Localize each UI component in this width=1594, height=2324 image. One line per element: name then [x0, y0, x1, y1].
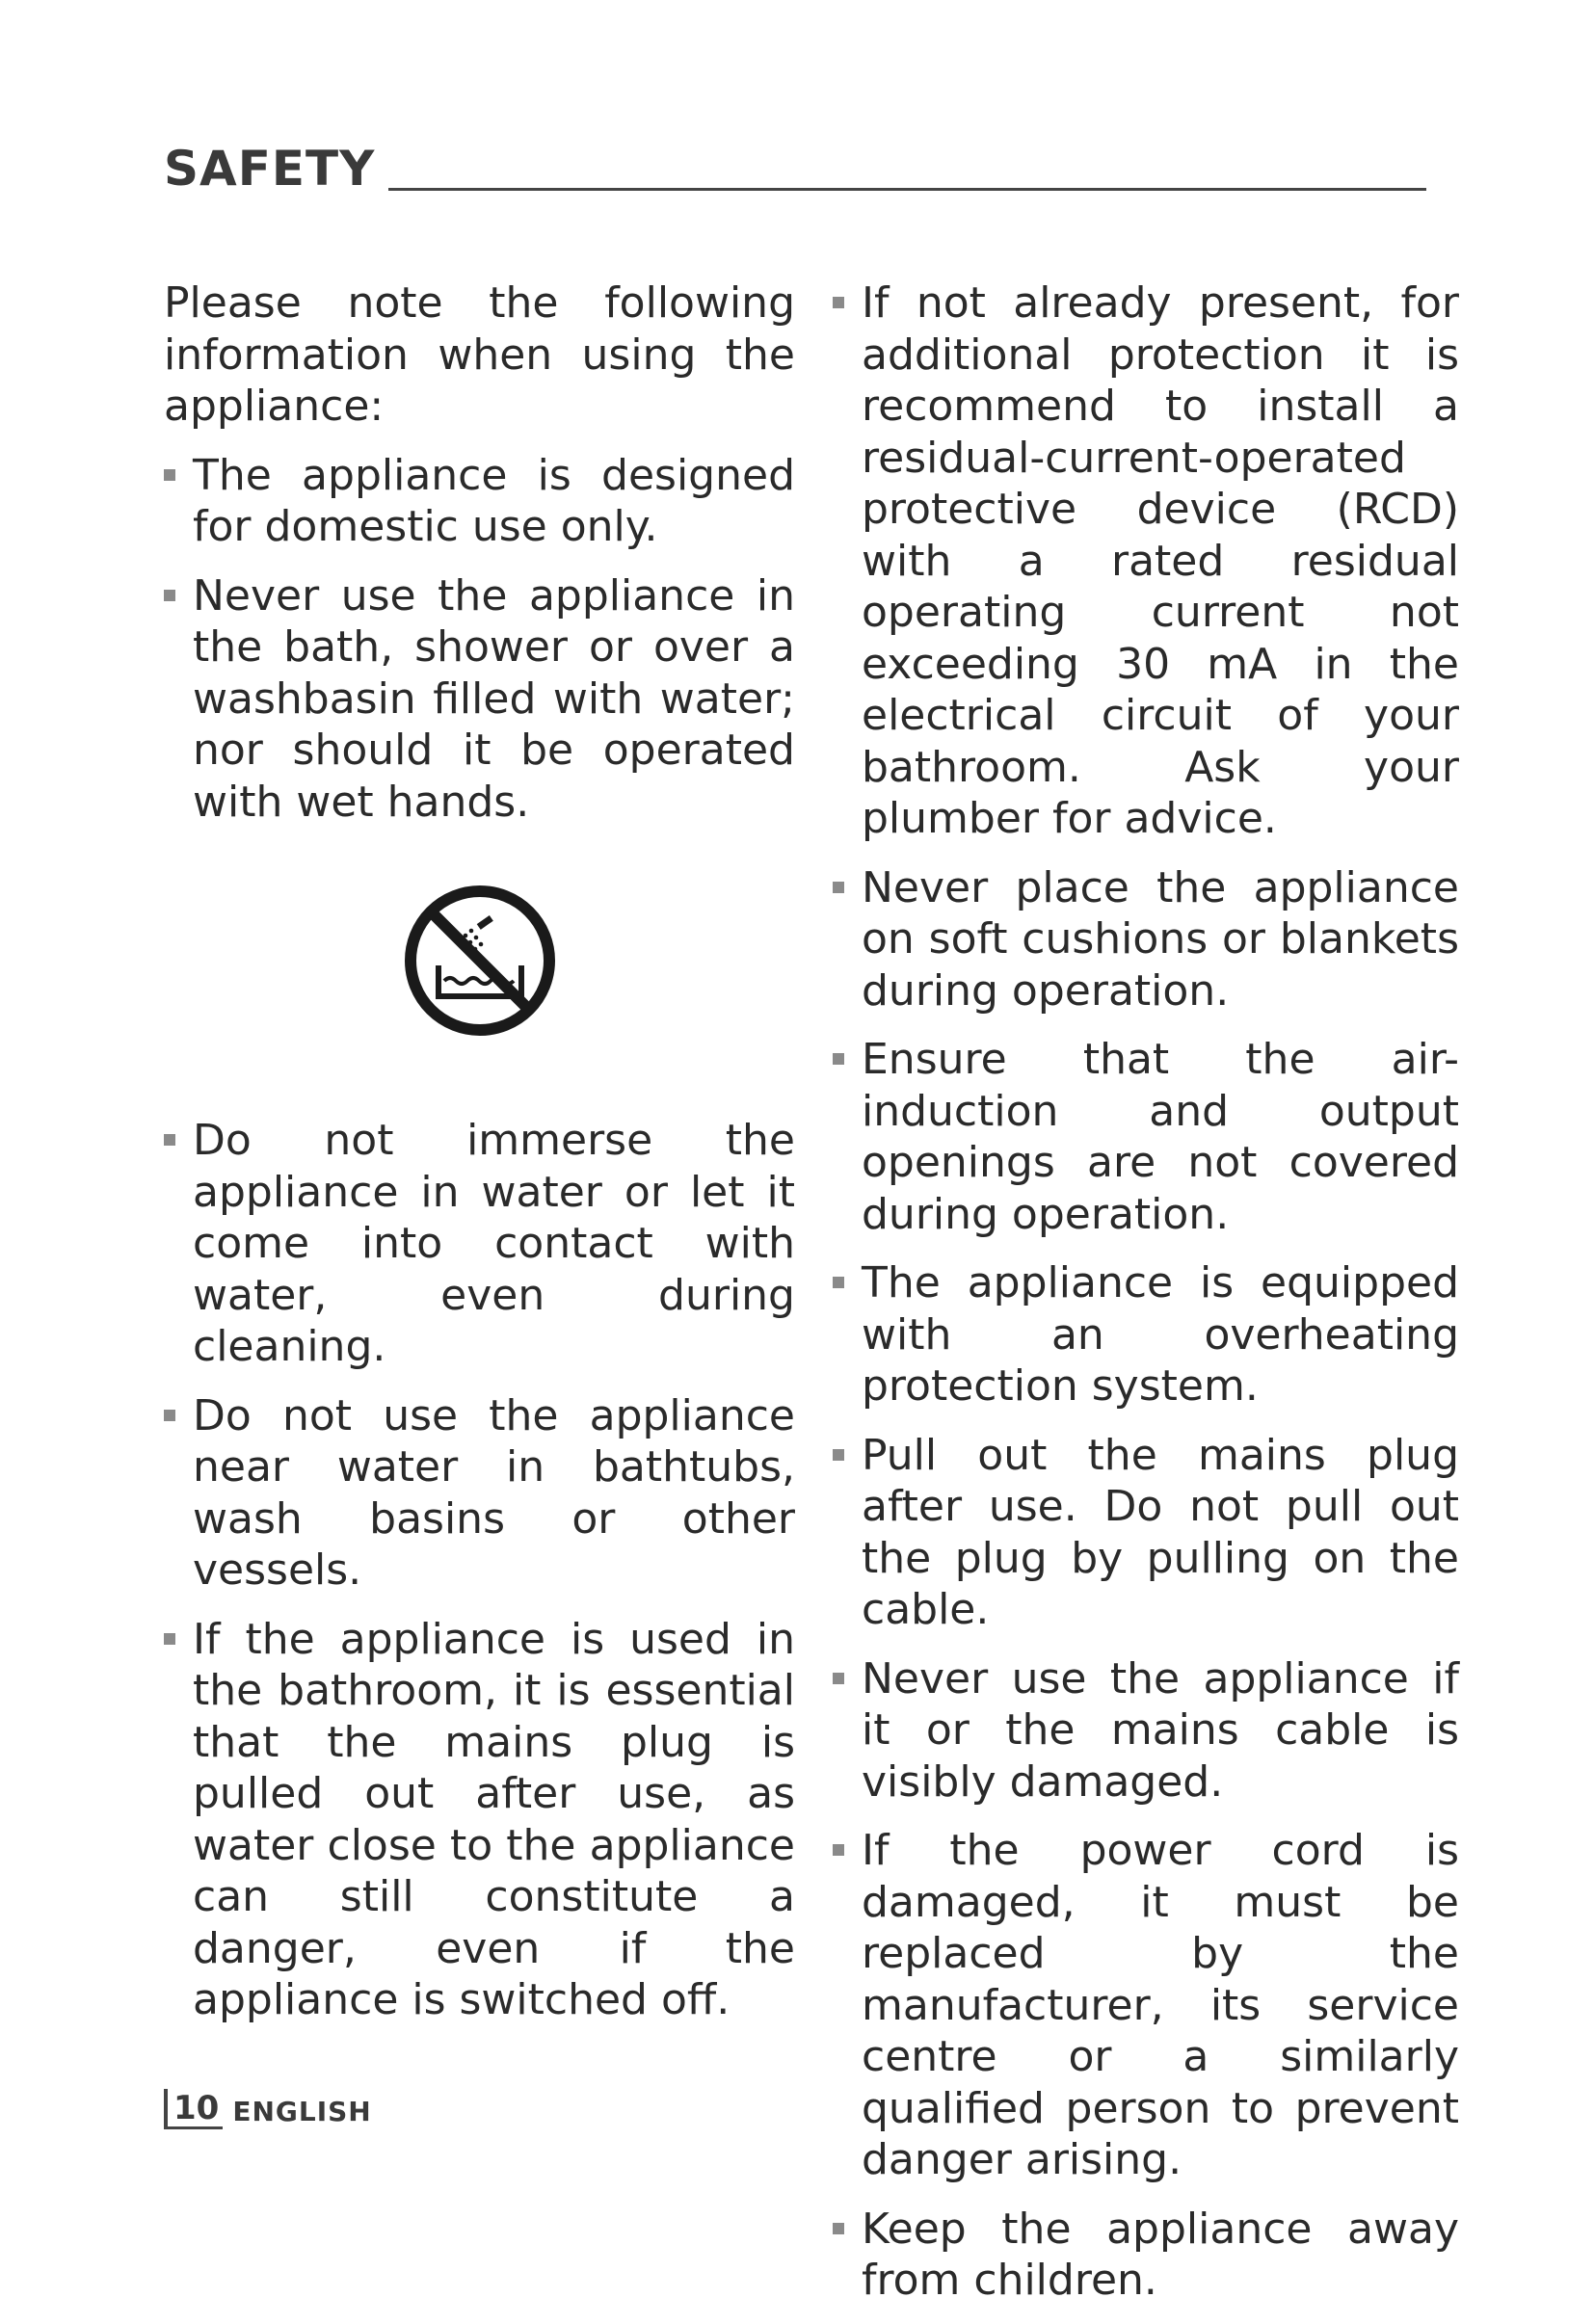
bullet-square-icon	[164, 1134, 175, 1146]
bullet-text: Never place the appliance on soft cushions or blankets during operation.	[862, 862, 1459, 1016]
bullet-item	[164, 570, 795, 829]
header-rule	[388, 188, 1426, 191]
bullet-square-icon	[833, 297, 844, 308]
bullet-item	[833, 1825, 1459, 2186]
bullet-item	[164, 1390, 795, 1597]
bullet-text: The appliance is designed for domestic use only.	[193, 450, 795, 551]
bullet-item	[833, 1257, 1459, 1413]
bullet-square-icon	[833, 2223, 844, 2234]
bullet-item	[833, 1653, 1459, 1809]
bullet-item	[833, 862, 1459, 1017]
bullet-text: If the power cord is damaged, it must be replaced by the manufacturer, its service centre or a similarly qualified person to prevent danger arising.	[862, 1826, 1459, 2184]
page-title: SAFETY	[164, 141, 376, 197]
bullet-item	[833, 2204, 1459, 2307]
bullet-square-icon	[164, 1410, 175, 1421]
bullet-item	[164, 1614, 795, 2026]
left-column	[164, 277, 795, 2044]
bullet-square-icon	[164, 1633, 175, 1645]
bullet-square-icon	[164, 590, 175, 601]
bullet-text: If the appliance is used in the bathroom, it is essential that the mains plug is pulled out after use, as water close to the appliance can still constitute a danger, even if the appliance is switched off.	[193, 1614, 795, 2024]
bullet-square-icon	[833, 1844, 844, 1856]
bullet-square-icon	[833, 1449, 844, 1461]
bullet-square-icon	[833, 1277, 844, 1288]
pictogram-container	[164, 864, 795, 1057]
bullet-item	[164, 1115, 795, 1373]
bullet-text: The appliance is equipped with an overheating protection system.	[862, 1258, 1459, 1411]
footer-language: ENGLISH	[232, 2096, 372, 2128]
bullet-text: If not already present, for additional protection it is recommend to install a residual-current-operated protective device (RCD) with a rated residual operating current not exceeding 30 mA in the electrical circuit of your bathroom. Ask your plumber for advice.	[862, 278, 1459, 843]
bullet-text: Pull out the mains plug after use. Do not pull out the plug by pulling on the cable.	[862, 1430, 1459, 1634]
bullet-text: Never use the appliance in the bath, shower or over a washbasin filled with water; nor should it be operated with wet hands.	[193, 570, 795, 827]
no-water-bath-icon	[402, 883, 558, 1039]
bullet-square-icon	[833, 1673, 844, 1684]
bullet-list-right	[833, 277, 1459, 2307]
bullet-square-icon	[833, 882, 844, 893]
bullet-text: Do not use the appliance near water in bathtubs, wash basins or other vessels.	[193, 1390, 795, 1595]
page-header	[164, 141, 1426, 197]
intro-paragraph: Please note the following information when using the appliance:	[164, 278, 795, 431]
right-column	[833, 277, 1459, 2324]
bullet-text: Do not immerse the appliance in water or let it come into contact with water, even during cleaning.	[193, 1116, 795, 1371]
page-footer	[164, 2089, 372, 2129]
bullet-text: Ensure that the air-induction and output openings are not covered during operation.	[862, 1035, 1459, 1239]
bullet-square-icon	[164, 469, 175, 481]
bullet-list-bottom	[164, 1115, 795, 2026]
page-number: 10	[168, 2091, 223, 2129]
bullet-text: Never use the appliance if it or the mains cable is visibly damaged.	[862, 1653, 1459, 1807]
bullet-square-icon	[833, 1053, 844, 1065]
bullet-list-top	[164, 450, 795, 829]
bullet-text: Keep the appliance away from children.	[862, 2204, 1459, 2305]
bullet-item	[833, 1430, 1459, 1636]
bullet-item	[164, 450, 795, 553]
bullet-item	[833, 277, 1459, 845]
bullet-item	[833, 1034, 1459, 1240]
